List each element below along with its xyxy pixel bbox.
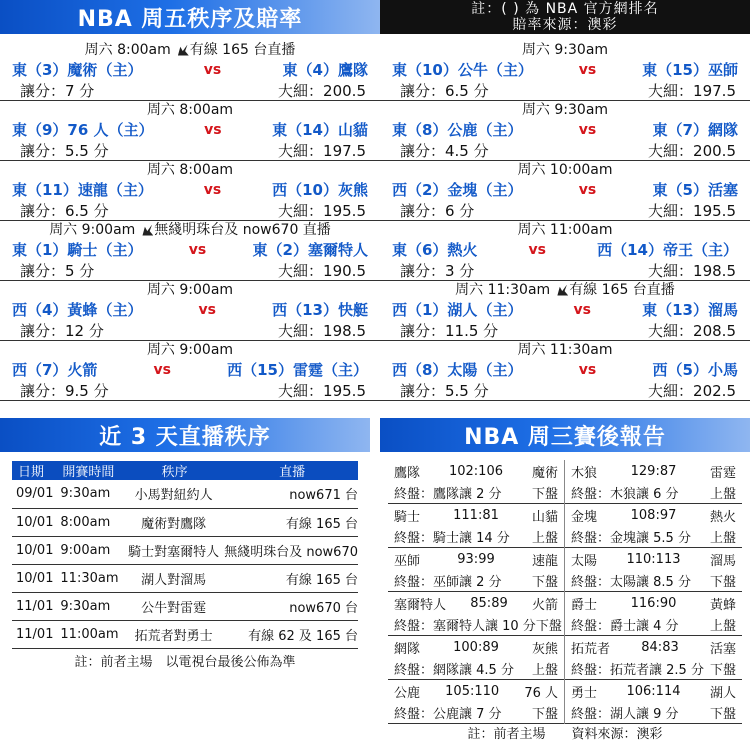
match-block	[0, 41, 380, 101]
match-odds-row	[380, 321, 750, 341]
result-home: 鷹隊	[394, 465, 421, 481]
broadcast-note: 註：前者主場 以電視台最後公佈為準	[74, 654, 296, 670]
match-odds-row	[0, 321, 380, 341]
match-time-row	[380, 161, 750, 180]
result-home: 爵士	[571, 597, 598, 613]
match-odds-row	[0, 141, 380, 161]
result-final: 終盤：網隊讓 4.5 分	[394, 663, 514, 678]
total-value: 大細：195.5	[278, 381, 366, 400]
match-time: 周六 8:00am	[146, 162, 234, 178]
match-teams-row	[380, 360, 750, 381]
result-score: 105:110	[445, 683, 500, 699]
match-block	[0, 221, 380, 281]
result-result: 下盤	[535, 619, 562, 634]
total-value: 大細：202.5	[648, 381, 736, 400]
total-value: 大細：195.5	[648, 201, 736, 220]
result-score: 84:83	[641, 639, 679, 655]
match-time: 周六 11:30am	[455, 282, 551, 298]
match-time-row	[0, 341, 380, 360]
col-order: 秩序	[123, 461, 220, 480]
cell-time: 11:00am	[56, 620, 123, 648]
result-home: 騎士	[394, 509, 421, 525]
spread-value: 讓分：11.5 分	[400, 321, 499, 340]
spread-value: 讓分：12 分	[20, 321, 104, 340]
result-final-line	[565, 570, 742, 592]
broadcast-title: 近 3 天直播秩序	[99, 424, 271, 450]
total-value: 大細：197.5	[278, 141, 366, 160]
match-teams-row	[380, 180, 750, 201]
broadcast-title-header	[0, 418, 370, 452]
result-final: 終盤：木狼讓 6 分	[571, 487, 679, 502]
match-time-row	[0, 281, 380, 300]
home-team: 西（7）火箭	[12, 361, 98, 379]
result-result: 下盤	[709, 707, 736, 722]
total-value: 大細：200.5	[648, 141, 736, 160]
match-time-row	[380, 341, 750, 360]
match-odds-row	[380, 81, 750, 101]
match-block	[380, 281, 750, 341]
match-teams-row	[0, 240, 380, 261]
result-result: 上盤	[531, 663, 558, 678]
broadcast-header-row	[12, 461, 358, 480]
result-final: 終盤：爵士讓 4 分	[571, 619, 679, 634]
match-time-row	[0, 101, 380, 120]
home-team: 西（4）黃蜂（主）	[12, 301, 143, 319]
result-away: 魔術	[531, 465, 558, 481]
cell-date: 10/01	[12, 536, 56, 564]
odds-title: NBA 周五秩序及賠率	[77, 6, 303, 32]
match-broadcast: 有線 165 台直播	[189, 42, 296, 58]
match-block	[0, 161, 380, 221]
result-away: 活塞	[709, 641, 736, 657]
result-home: 巫師	[394, 553, 421, 569]
match-teams-row	[380, 120, 750, 141]
result-final-line	[565, 658, 742, 680]
report-title: NBA 周三賽後報告	[464, 424, 666, 450]
result-final: 終盤：巫師讓 2 分	[394, 575, 502, 590]
result-score-line	[388, 636, 564, 658]
result-score-line	[388, 548, 564, 570]
result-score-line	[565, 460, 742, 482]
home-team: 西（2）金塊（主）	[392, 181, 523, 199]
total-value: 大細：198.5	[278, 321, 366, 340]
result-score: 102:106	[448, 463, 503, 479]
result-score: 100:89	[453, 639, 499, 655]
match-time-row	[380, 221, 750, 240]
result-result: 下盤	[531, 575, 558, 590]
result-home: 太陽	[571, 553, 598, 569]
match-odds-row	[380, 201, 750, 221]
col-channel: 直播	[220, 461, 358, 480]
match-time-row	[0, 161, 380, 180]
result-result: 上盤	[709, 487, 736, 502]
match-teams-row	[0, 60, 380, 81]
report-col-left	[388, 460, 565, 724]
result-final: 終盤：塞爾特人讓 10 分	[394, 619, 536, 634]
vs-label: vs	[203, 182, 222, 198]
cell-channel: now671 台	[220, 480, 358, 508]
match-odds-row	[0, 381, 380, 401]
match-time: 周六 9:30am	[521, 42, 609, 58]
table-row	[12, 620, 358, 648]
match-broadcast: 有線 165 台直播	[569, 282, 675, 298]
match-block	[0, 341, 380, 401]
result-score-line	[388, 592, 564, 614]
result-away: 熱火	[709, 509, 736, 525]
broadcast-panel	[0, 418, 370, 673]
report-note: 註：前者主場 資料來源：澳彩	[467, 727, 663, 742]
result-away: 灰熊	[531, 641, 558, 657]
result-result: 上盤	[709, 619, 736, 634]
home-team: 西（1）湖人（主）	[392, 301, 523, 319]
match-time: 周六 11:30am	[517, 342, 613, 358]
match-block	[0, 281, 380, 341]
match-teams-row	[0, 180, 380, 201]
cell-date: 09/01	[12, 480, 56, 508]
cell-channel: 有線 165 台	[220, 564, 358, 592]
cell-order: 公牛對雷霆	[123, 592, 220, 620]
odds-note-header	[380, 0, 750, 34]
odds-panel-right	[380, 0, 750, 401]
result-score: 116:90	[630, 595, 677, 611]
match-time-row	[0, 221, 380, 240]
home-team: 東（3）魔術（主）	[12, 61, 143, 79]
cell-channel: 有線 62 及 165 台	[220, 620, 358, 648]
result-home: 公鹿	[394, 685, 421, 701]
result-score-line	[565, 592, 742, 614]
cell-channel: now670 台	[220, 592, 358, 620]
result-away: 雷霆	[709, 465, 736, 481]
away-team: 東（13）溜馬	[642, 301, 738, 319]
report-col-right	[565, 460, 742, 724]
total-value: 大細：195.5	[278, 201, 366, 220]
spread-value: 讓分：5.5 分	[400, 381, 489, 400]
home-team: 東（10）公牛（主）	[392, 61, 533, 79]
result-score-line	[565, 548, 742, 570]
result-score-line	[388, 680, 564, 702]
match-odds-row	[380, 381, 750, 401]
result-score-line	[388, 460, 564, 482]
result-final-line	[388, 658, 564, 680]
away-team: 東（4）鷹隊	[282, 61, 368, 79]
result-final-line	[565, 526, 742, 548]
total-value: 大細：190.5	[278, 261, 366, 280]
match-teams-row	[0, 300, 380, 321]
spread-value: 讓分：7 分	[20, 81, 95, 100]
col-date: 日期	[12, 461, 56, 480]
col-time: 開賽時間	[56, 461, 123, 480]
match-odds-row	[0, 81, 380, 101]
cell-date: 11/01	[12, 620, 56, 648]
result-home: 金塊	[571, 509, 598, 525]
spread-value: 讓分：5 分	[20, 261, 95, 280]
match-broadcast: 無綫明珠台及 now670 直播	[154, 222, 331, 238]
odds-source-note: 賠率來源：澳彩	[512, 17, 618, 33]
match-time-row	[0, 41, 380, 60]
result-final: 終盤：公鹿讓 7 分	[394, 707, 502, 722]
result-score: 111:81	[453, 507, 499, 523]
match-time: 周六 8:00am	[84, 42, 171, 58]
home-team: 西（8）太陽（主）	[392, 361, 523, 379]
match-block	[0, 101, 380, 161]
vs-label: vs	[578, 122, 597, 138]
result-score: 106:114	[626, 683, 681, 699]
result-final-line	[388, 526, 564, 548]
cell-time: 9:30am	[56, 592, 123, 620]
match-time: 周六 10:00am	[517, 162, 613, 178]
match-time: 周六 9:00am	[146, 282, 234, 298]
result-score-line	[565, 504, 742, 526]
cell-order: 小馬對紐約人	[123, 480, 220, 508]
cell-date: 10/01	[12, 564, 56, 592]
odds-match-list	[0, 34, 380, 401]
result-score: 108:97	[630, 507, 677, 523]
cell-order: 拓荒者對勇士	[123, 620, 220, 648]
result-final-line	[388, 482, 564, 504]
match-odds-row	[380, 141, 750, 161]
broadcast-table	[12, 461, 358, 649]
total-value: 大細：200.5	[278, 81, 366, 100]
result-score: 110:113	[626, 551, 681, 567]
away-team: 東（2）塞爾特人	[252, 241, 368, 259]
result-final: 終盤：鷹隊讓 2 分	[394, 487, 502, 502]
result-result: 下盤	[709, 663, 736, 678]
result-final: 終盤：拓荒者讓 2.5 分	[571, 663, 704, 678]
broadcast-icon	[141, 225, 153, 236]
match-time-row	[380, 101, 750, 120]
total-value: 大細：208.5	[648, 321, 736, 340]
ranking-note: 註：( ) 為 NBA 官方網排名	[471, 1, 659, 17]
result-score: 93:99	[457, 551, 495, 567]
cell-date: 10/01	[12, 508, 56, 536]
match-odds-row	[0, 261, 380, 281]
match-teams-row	[0, 360, 380, 381]
match-time: 周六 8:00am	[146, 102, 234, 118]
match-teams-row	[380, 300, 750, 321]
result-home: 塞爾特人	[394, 597, 447, 613]
result-away: 火箭	[531, 597, 558, 613]
cell-order: 湖人對溜馬	[123, 564, 220, 592]
match-block	[380, 101, 750, 161]
match-block	[380, 161, 750, 221]
away-team: 東（15）巫師	[642, 61, 738, 79]
spread-value: 讓分：4.5 分	[400, 141, 489, 160]
cell-time: 9:00am	[56, 536, 123, 564]
result-final-line	[565, 702, 742, 724]
result-score-line	[388, 504, 564, 526]
broadcast-icon	[556, 285, 568, 296]
cell-time: 11:30am	[56, 564, 123, 592]
away-team: 西（5）小馬	[652, 361, 738, 379]
away-team: 東（14）山貓	[272, 121, 368, 139]
spread-value: 讓分：5.5 分	[20, 141, 109, 160]
result-away: 黃蜂	[709, 597, 736, 613]
cell-date: 11/01	[12, 592, 56, 620]
cell-time: 8:00am	[56, 508, 123, 536]
result-away: 山貓	[531, 509, 558, 525]
spread-value: 讓分：9.5 分	[20, 381, 109, 400]
away-team: 西（13）快艇	[272, 301, 368, 319]
table-row	[12, 480, 358, 508]
broadcast-icon	[177, 45, 189, 56]
match-time-row	[380, 281, 750, 300]
result-score: 85:89	[470, 595, 508, 611]
result-final-line	[388, 614, 564, 636]
result-final: 終盤：湖人讓 9 分	[571, 707, 679, 722]
vs-label: vs	[578, 362, 597, 378]
result-score: 129:87	[630, 463, 677, 479]
home-team: 東（11）速龍（主）	[12, 181, 153, 199]
odds-title-header	[0, 0, 380, 34]
home-team: 東（9）76 人（主）	[12, 121, 154, 139]
match-odds-row	[380, 261, 750, 281]
table-row	[12, 536, 358, 564]
match-time: 周六 9:30am	[521, 102, 609, 118]
match-time: 周六 11:00am	[517, 222, 613, 238]
vs-label: vs	[204, 122, 222, 138]
cell-order: 騎士對塞爾特人	[123, 536, 220, 564]
away-team: 東（5）活塞	[652, 181, 738, 199]
vs-label: vs	[578, 182, 597, 198]
home-team: 東（6）熱火	[392, 241, 478, 259]
match-block	[380, 221, 750, 281]
result-away: 溜馬	[709, 553, 736, 569]
result-result: 下盤	[709, 575, 736, 590]
cell-time: 9:30am	[56, 480, 123, 508]
result-result: 上盤	[709, 531, 736, 546]
match-teams-row	[380, 240, 750, 261]
vs-label: vs	[578, 62, 597, 78]
result-away: 速龍	[531, 553, 558, 569]
result-result: 下盤	[531, 707, 558, 722]
result-final-line	[388, 702, 564, 724]
spread-value: 讓分：6.5 分	[20, 201, 109, 220]
result-result: 下盤	[531, 487, 558, 502]
match-teams-row	[0, 120, 380, 141]
spread-value: 讓分：6.5 分	[400, 81, 489, 100]
result-home: 木狼	[571, 465, 598, 481]
vs-label: vs	[528, 242, 547, 258]
vs-label: vs	[153, 362, 172, 378]
report-grid	[388, 460, 742, 724]
result-score-line	[565, 636, 742, 658]
match-time-row	[380, 41, 750, 60]
table-row	[12, 508, 358, 536]
odds-panel-left	[0, 0, 380, 401]
result-away: 76 人	[524, 685, 558, 701]
spread-value: 讓分：3 分	[400, 261, 475, 280]
result-final-line	[565, 482, 742, 504]
vs-label: vs	[203, 62, 222, 78]
table-row	[12, 564, 358, 592]
total-value: 大細：198.5	[648, 261, 736, 280]
result-home: 勇士	[571, 685, 598, 701]
match-odds-row	[0, 201, 380, 221]
vs-label: vs	[188, 242, 207, 258]
match-teams-row	[380, 60, 750, 81]
report-title-header	[380, 418, 750, 452]
result-home: 拓荒者	[571, 641, 611, 657]
table-row	[12, 592, 358, 620]
total-value: 大細：197.5	[648, 81, 736, 100]
away-team: 東（7）網隊	[652, 121, 738, 139]
match-block	[380, 41, 750, 101]
result-result: 上盤	[531, 531, 558, 546]
odds-match-list-2	[380, 34, 750, 401]
result-score-line	[565, 680, 742, 702]
home-team: 東（8）公鹿（主）	[392, 121, 523, 139]
report-panel	[380, 418, 750, 745]
result-away: 湖人	[709, 685, 736, 701]
result-final: 終盤：騎士讓 14 分	[394, 531, 510, 546]
away-team: 西（15）雷霆（主）	[227, 361, 368, 379]
cell-channel: 無綫明珠台及 now670	[220, 536, 358, 564]
vs-label: vs	[198, 302, 217, 318]
match-time: 周六 9:00am	[49, 222, 136, 238]
vs-label: vs	[573, 302, 592, 318]
cell-channel: 有線 165 台	[220, 508, 358, 536]
cell-order: 魔術對鷹隊	[123, 508, 220, 536]
result-final: 終盤：金塊讓 5.5 分	[571, 531, 691, 546]
match-time: 周六 9:00am	[146, 342, 234, 358]
away-team: 西（10）灰熊	[272, 181, 368, 199]
match-block	[380, 341, 750, 401]
home-team: 東（1）騎士（主）	[12, 241, 143, 259]
result-final-line	[388, 570, 564, 592]
spread-value: 讓分：6 分	[400, 201, 475, 220]
result-home: 網隊	[394, 641, 421, 657]
away-team: 西（14）帝王（主）	[597, 241, 738, 259]
result-final-line	[565, 614, 742, 636]
result-final: 終盤：太陽讓 8.5 分	[571, 575, 691, 590]
